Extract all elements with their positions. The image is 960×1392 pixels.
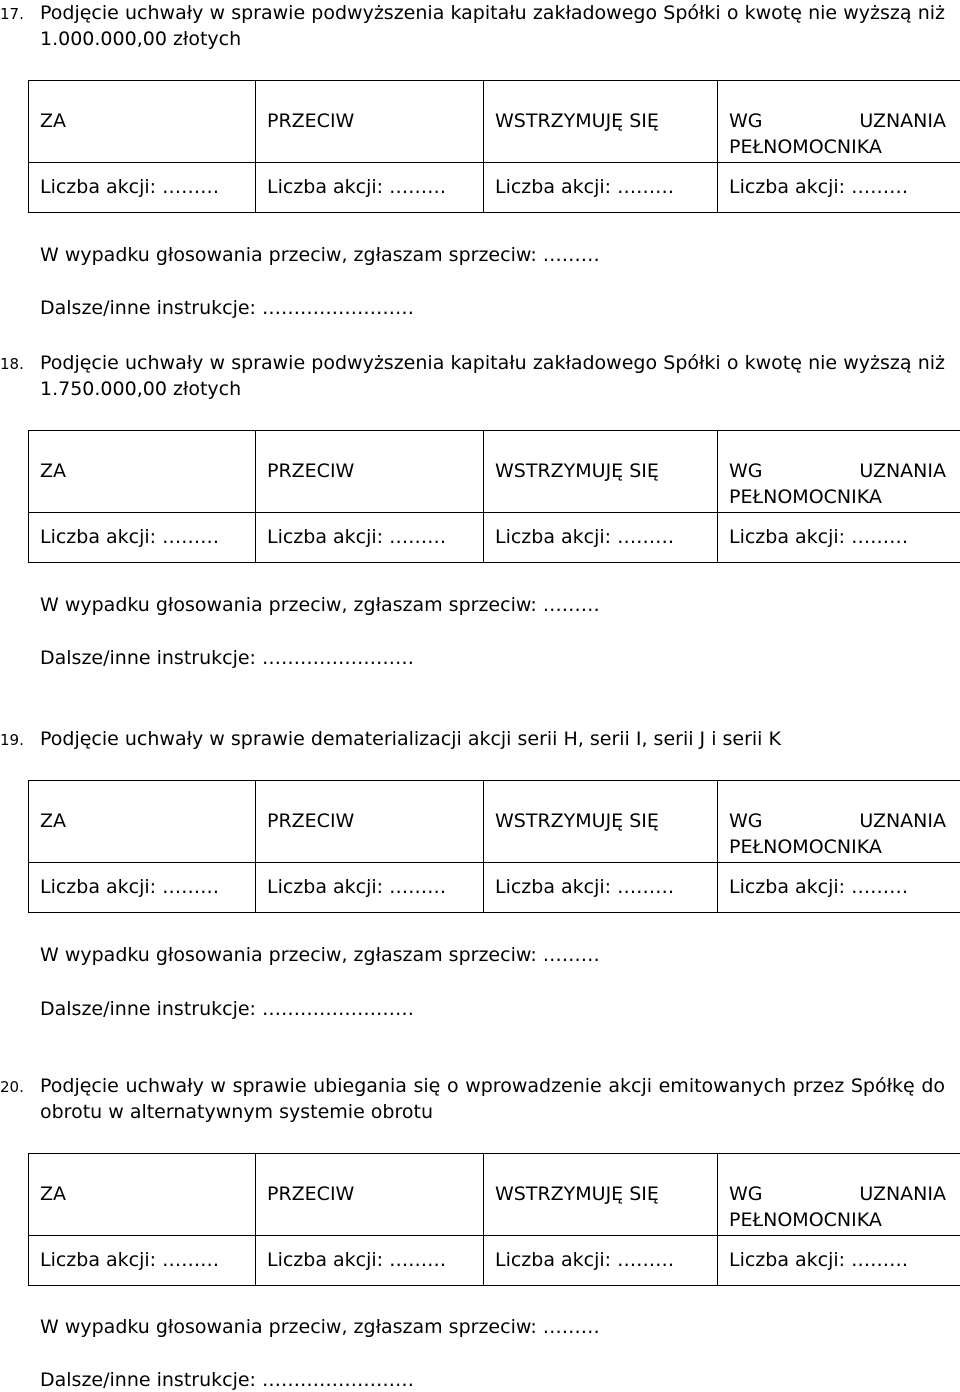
- vote-wstrzymuje-label: WSTRZYMUJĘ SIĘ: [495, 1183, 659, 1205]
- liczba-akcji-za: Liczba akcji: ………: [40, 176, 220, 198]
- uznania-word: UZNANIA: [859, 460, 946, 482]
- vote-za-label: ZA: [40, 110, 67, 132]
- uznania-word: UZNANIA: [859, 110, 946, 132]
- item-title: Podjęcie uchwały w sprawie ubiegania się o wprowadzenie akcji emitowanych przez Spółkę do obrotu w alternatywnym systemie obrotu: [40, 1075, 945, 1123]
- pelnomocnika-word: PEŁNOMOCNIKA: [729, 136, 882, 158]
- liczba-akcji-wg-uznania: Liczba akcji: ………: [729, 176, 909, 198]
- vote-przeciw-label: PRZECIW: [267, 810, 355, 832]
- pelnomocnika-word: PEŁNOMOCNIKA: [729, 1209, 882, 1231]
- instrukcje-line: Dalsze/inne instrukcje: ……………………: [40, 647, 414, 669]
- liczba-akcji-za: Liczba akcji: ………: [40, 526, 220, 548]
- vote-wg-uznania-label: [718, 81, 960, 160]
- liczba-akcji-wg-uznania: Liczba akcji: ………: [729, 526, 909, 548]
- pelnomocnika-word: PEŁNOMOCNIKA: [729, 836, 882, 858]
- liczba-akcji-wstrzymuje: Liczba akcji: ………: [495, 876, 675, 898]
- liczba-akcji-za: Liczba akcji: ………: [40, 1249, 220, 1271]
- liczba-akcji-przeciw: Liczba akcji: ………: [267, 526, 447, 548]
- item-number: 17.: [0, 5, 24, 23]
- vote-table: [28, 1153, 960, 1286]
- vote-table: [28, 80, 960, 213]
- vote-wstrzymuje-label: WSTRZYMUJĘ SIĘ: [495, 810, 659, 832]
- sprzeciw-line: W wypadku głosowania przeciw, zgłaszam sprzeciw: ………: [40, 244, 600, 266]
- vote-za-label: ZA: [40, 1183, 67, 1205]
- liczba-akcji-przeciw: Liczba akcji: ………: [267, 176, 447, 198]
- wg-word: WG: [729, 810, 763, 832]
- liczba-akcji-za: Liczba akcji: ………: [40, 876, 220, 898]
- vote-wstrzymuje-label: WSTRZYMUJĘ SIĘ: [495, 460, 659, 482]
- vote-wg-uznania-label: [718, 781, 960, 860]
- liczba-akcji-przeciw: Liczba akcji: ………: [267, 1249, 447, 1271]
- pelnomocnika-word: PEŁNOMOCNIKA: [729, 486, 882, 508]
- item-title: Podjęcie uchwały w sprawie dematerializacji akcji serii H, serii I, serii J i serii K: [40, 728, 781, 750]
- vote-za-label: ZA: [40, 460, 67, 482]
- item-number: 19.: [0, 731, 24, 749]
- liczba-akcji-wg-uznania: Liczba akcji: ………: [729, 1249, 909, 1271]
- uznania-word: UZNANIA: [859, 1183, 946, 1205]
- liczba-akcji-wg-uznania: Liczba akcji: ………: [729, 876, 909, 898]
- vote-wstrzymuje-label: WSTRZYMUJĘ SIĘ: [495, 110, 659, 132]
- sprzeciw-line: W wypadku głosowania przeciw, zgłaszam sprzeciw: ………: [40, 594, 600, 616]
- vote-przeciw-label: PRZECIW: [267, 1183, 355, 1205]
- item-number: 20.: [0, 1078, 24, 1096]
- liczba-akcji-przeciw: Liczba akcji: ………: [267, 876, 447, 898]
- vote-wg-uznania-label: [718, 431, 960, 510]
- liczba-akcji-wstrzymuje: Liczba akcji: ………: [495, 526, 675, 548]
- wg-word: WG: [729, 110, 763, 132]
- liczba-akcji-wstrzymuje: Liczba akcji: ………: [495, 176, 675, 198]
- vote-table: [28, 430, 960, 563]
- instrukcje-line: Dalsze/inne instrukcje: ……………………: [40, 297, 414, 319]
- vote-table: [28, 780, 960, 913]
- wg-word: WG: [729, 1183, 763, 1205]
- item-number: 18.: [0, 355, 24, 373]
- liczba-akcji-wstrzymuje: Liczba akcji: ………: [495, 1249, 675, 1271]
- uznania-word: UZNANIA: [859, 810, 946, 832]
- instrukcje-line: Dalsze/inne instrukcje: ……………………: [40, 998, 414, 1020]
- item-title: Podjęcie uchwały w sprawie podwyższenia kapitału zakładowego Spółki o kwotę nie wyższą niż 1.000.000,00 złotych: [40, 2, 945, 50]
- wg-word: WG: [729, 460, 763, 482]
- item-title: Podjęcie uchwały w sprawie podwyższenia kapitału zakładowego Spółki o kwotę nie wyższą niż 1.750.000,00 złotych: [40, 352, 945, 400]
- vote-za-label: ZA: [40, 810, 67, 832]
- instrukcje-line: Dalsze/inne instrukcje: ……………………: [40, 1369, 414, 1391]
- sprzeciw-line: W wypadku głosowania przeciw, zgłaszam sprzeciw: ………: [40, 1316, 600, 1338]
- vote-przeciw-label: PRZECIW: [267, 460, 355, 482]
- sprzeciw-line: W wypadku głosowania przeciw, zgłaszam sprzeciw: ………: [40, 944, 600, 966]
- vote-wg-uznania-label: [718, 1154, 960, 1233]
- vote-przeciw-label: PRZECIW: [267, 110, 355, 132]
